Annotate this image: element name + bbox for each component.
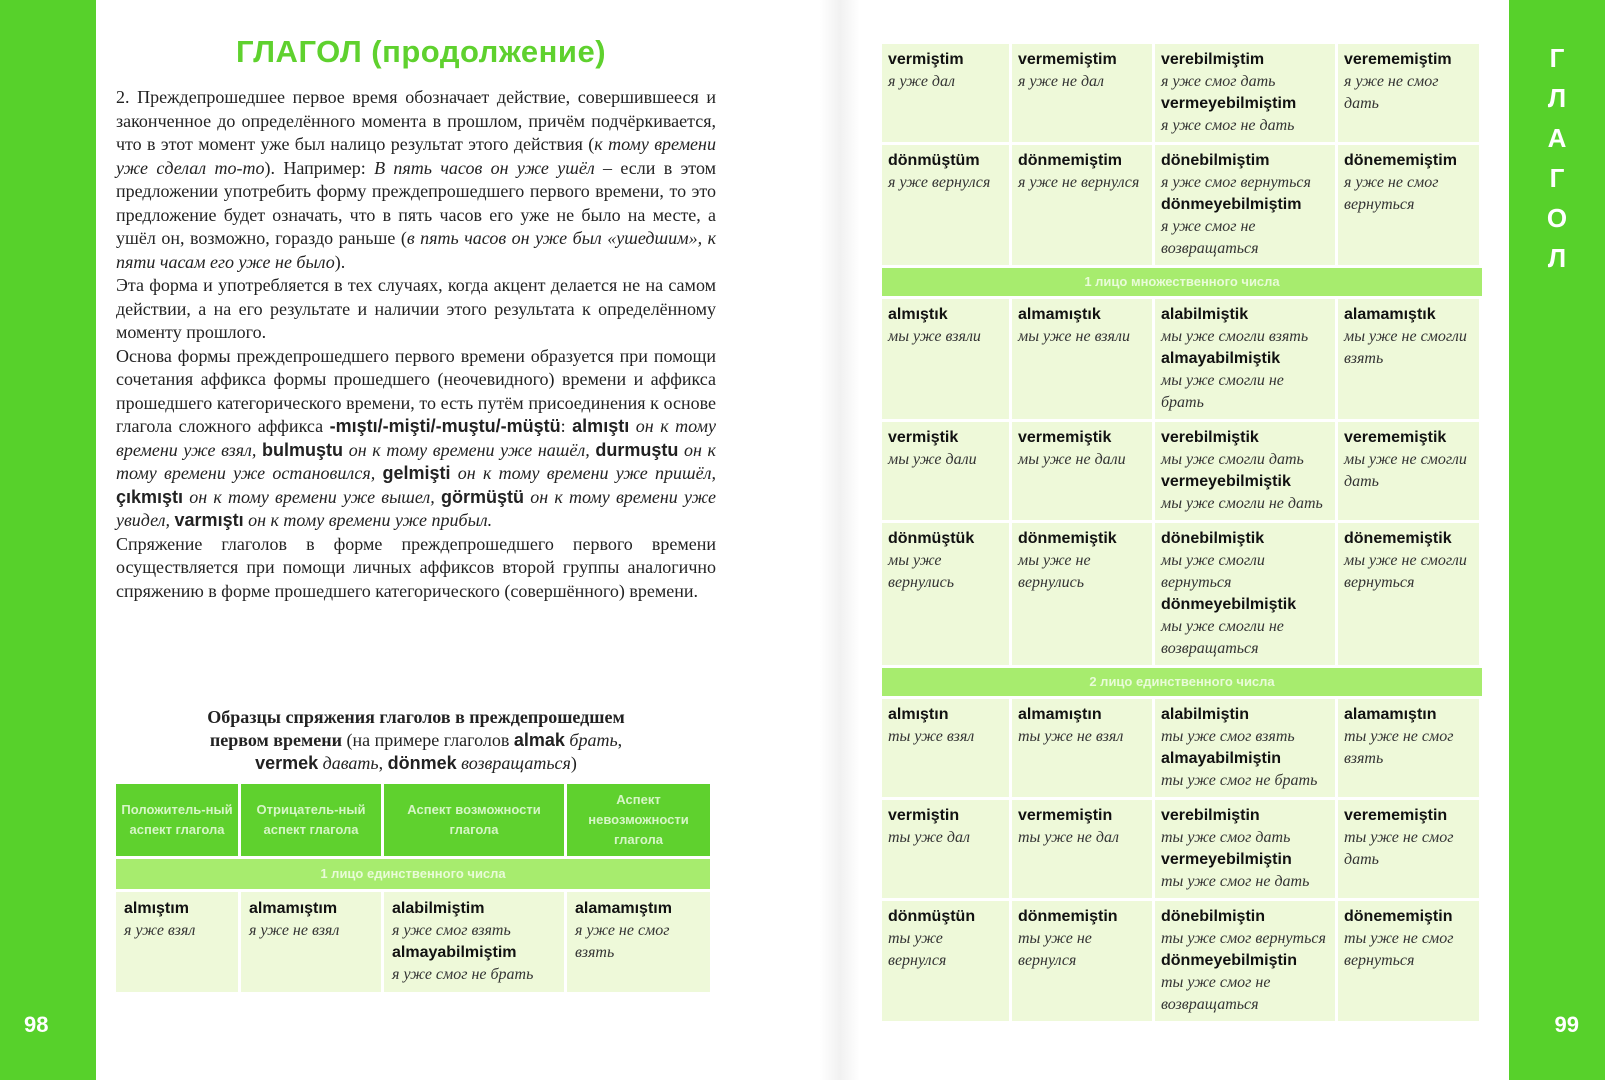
table-cell: alamamıştın ты уже не смог взять — [1338, 699, 1479, 797]
book-spine — [820, 0, 860, 1080]
table-cell: vermiştim я уже дал — [882, 44, 1009, 142]
section-bar: 1 лицо единственного числа — [116, 859, 710, 889]
table-cell: almamıştık мы уже не взяли — [1012, 299, 1152, 419]
section-bar: 2 лицо единственного числа — [882, 668, 1482, 696]
table-cell: almıştık мы уже взяли — [882, 299, 1009, 419]
left-green-band — [0, 0, 96, 1080]
table-cell: alabilmiştik мы уже смогли взять almayabilmiştik мы уже смогли не брать — [1155, 299, 1335, 419]
table-cell: dönmüştüm я уже вернулся — [882, 145, 1009, 265]
table-cell: dönebilmiştim я уже смог вернуться dönmeyebilmiştim я уже смог не возвращаться — [1155, 145, 1335, 265]
section-bar: 1 лицо множественного числа — [882, 268, 1482, 296]
table-cell: dönmüştük мы уже вернулись — [882, 523, 1009, 665]
table-cell: dönmüştün ты уже вернулся — [882, 901, 1009, 1021]
side-letter: А — [1547, 123, 1567, 153]
table-cell: dönebilmiştik мы уже смогли вернуться dönmeyebilmiştik мы уже смогли не возвращаться — [1155, 523, 1335, 665]
table-cell: vermemiştik мы уже не дали — [1012, 422, 1152, 520]
table-row — [882, 299, 1482, 419]
table-caption: Образцы спряжения глаголов в преждепрошедшем первом времени (на примере глаголов almak брать, vermek давать, dönmek возвращаться) — [207, 707, 625, 773]
header-possibility: Аспект возможности глагола — [384, 784, 564, 856]
table-cell: almıştın ты уже взял — [882, 699, 1009, 797]
table-cell: verebilmiştin ты уже смог дать vermeyebilmiştin ты уже смог не дать — [1155, 800, 1335, 898]
table-row — [882, 901, 1482, 1021]
header-negative: Отрицатель-ный аспект глагола — [241, 784, 381, 856]
table-row — [882, 800, 1482, 898]
conjugation-table-left — [116, 784, 710, 992]
table-cell: alamamıştık мы уже не смогли взять — [1338, 299, 1479, 419]
table-cell: dönememiştin ты уже не смог вернуться — [1338, 901, 1479, 1021]
table-row — [882, 44, 1482, 142]
table-cell: alamamıştım я уже не смог взять — [567, 892, 710, 992]
header-positive: Положитель-ный аспект глагола — [116, 784, 238, 856]
table-row — [882, 523, 1482, 665]
table-header-row — [116, 784, 710, 856]
table-cell: dönebilmiştin ты уже смог вернуться dönmeyebilmiştin ты уже смог не возвращаться — [1155, 901, 1335, 1021]
body-text — [116, 86, 716, 603]
table-cell: vermemiştin ты уже не дал — [1012, 800, 1152, 898]
table-cell: verememiştik мы уже не смогли дать — [1338, 422, 1479, 520]
side-letter: Г — [1549, 163, 1565, 193]
table-cell: alabilmiştim я уже смог взять almayabilmiştim я уже смог не брать — [384, 892, 564, 992]
table-cell: verebilmiştik мы уже смогли дать vermeyebilmiştik мы уже смогли не дать — [1155, 422, 1335, 520]
header-impossibility: Аспект невозможности глагола — [567, 784, 710, 856]
table-cell: dönmemiştin ты уже не вернулся — [1012, 901, 1152, 1021]
table-cell: verememiştin ты уже не смог дать — [1338, 800, 1479, 898]
table-row — [882, 699, 1482, 797]
table-row — [882, 145, 1482, 265]
table-cell: vermemiştim я уже не дал — [1012, 44, 1152, 142]
left-page — [116, 0, 716, 1080]
side-chapter-label — [1537, 38, 1577, 278]
table-cell: verememiştim я уже не смог дать — [1338, 44, 1479, 142]
table-cell: vermiştik мы уже дали — [882, 422, 1009, 520]
paragraph: Основа формы преждепрошедшего первого времени образуется при помощи сочетания аффикса формы прошедшего (неочевидного) времени и аффикса прошедшего категорического времени, то есть путём присоединения к основе глагола сложного аффикса -mıştı/-mişti/-muştu/-müştü: almıştı он к тому времени уже взял, bulmuştu он к тому времени уже нашёл, durmuştu он к тому времени уже остановился, gelmişti он к тому времени уже пришёл, çıkmıştı он к тому времени уже вышел, görmüştü он к тому времени уже увидел, varmıştı он к тому времени уже прибыл. — [116, 345, 717, 530]
side-letter: О — [1546, 203, 1568, 233]
page-number-right: 99 — [1554, 1012, 1579, 1037]
table-cell: almamıştım я уже не взял — [241, 892, 381, 992]
conjugation-table-right — [882, 44, 1482, 1024]
table-cell: dönmemiştik мы уже не вернулись — [1012, 523, 1152, 665]
table-row — [116, 892, 710, 992]
page-title: ГЛАГОЛ (продолжение) — [236, 34, 607, 69]
side-letter: Л — [1547, 83, 1567, 113]
table-cell: vermiştin ты уже дал — [882, 800, 1009, 898]
table-row — [882, 422, 1482, 520]
paragraph: Спряжение глаголов в форме преждепрошедшего первого времени осуществляется при помощи личных аффиксов второй группы аналогично спряжению в форме прошедшего категорического (совершённого) времени. — [116, 533, 716, 601]
side-letter: Л — [1547, 243, 1567, 273]
table-cell: verebilmiştim я уже смог дать vermeyebilmiştim я уже смог не дать — [1155, 44, 1335, 142]
paragraph: 2. Преждепрошедшее первое время обозначает действие, совершившееся и законченное до определённого момента в прошлом, причём подчёркивается, что в этот момент уже был налицо результат этого действия (к тому времени уже сделал то-то). Например: В пять часов он уже ушёл – если в этом предложении употребить форму преждепрошедшего первого времени, то это предложение будет означать, что в пять часов его уже не было на месте, а ушёл он, возможно, гораздо раньше (в пять часов он уже был «ушедшим», к пяти часам его уже не было). — [116, 87, 717, 272]
paragraph: Эта форма и употребляется в тех случаях, когда акцент делается не на самом действии, а на его результате и наличии этого результата к определённому моменту прошлого. — [116, 275, 716, 342]
table-cell: dönememiştik мы уже не смогли вернуться — [1338, 523, 1479, 665]
table-cell: almamıştın ты уже не взял — [1012, 699, 1152, 797]
side-letter: Г — [1549, 43, 1565, 73]
table-cell: dönememiştim я уже не смог вернуться — [1338, 145, 1479, 265]
table-cell: almıştım я уже взял — [116, 892, 238, 992]
page-number-left: 98 — [24, 1012, 49, 1037]
table-cell: alabilmiştin ты уже смог взять almayabilmiştin ты уже смог не брать — [1155, 699, 1335, 797]
table-cell: dönmemiştim я уже не вернулся — [1012, 145, 1152, 265]
